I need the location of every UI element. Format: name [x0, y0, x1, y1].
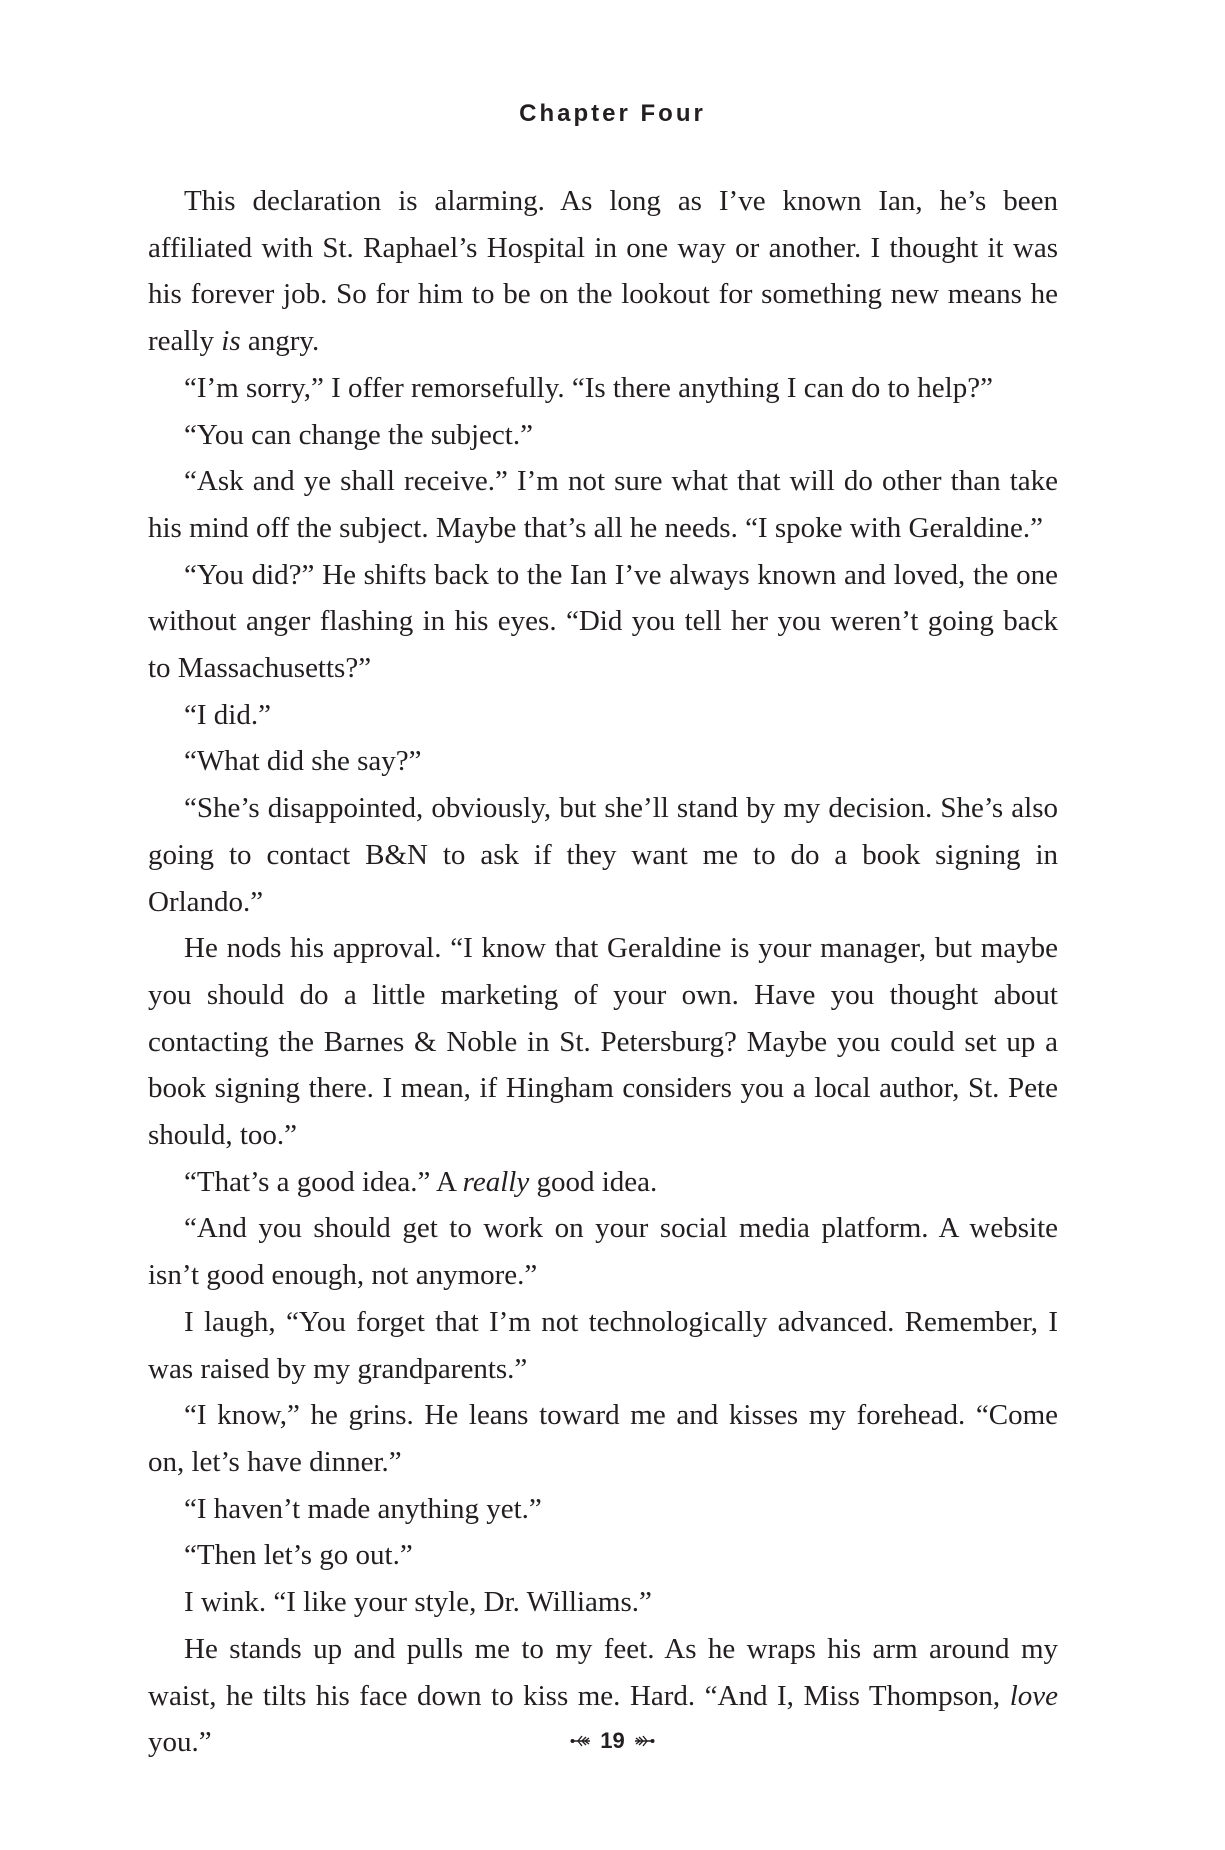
paragraph: I laugh, “You forget that I’m not technologically advanced. Remember, I was raised by my grandparents.” — [148, 1305, 1058, 1385]
paragraph: “I’m sorry,” I offer remorsefully. “Is there anything I can do to help?” — [184, 371, 993, 404]
running-head: Chapter Four — [519, 100, 706, 127]
text-run: He stands up and pulls me to my feet. As he wraps his arm around my waist, he tilts his face down to kiss me. Hard. “And I, Miss Thompson, — [148, 1632, 1058, 1712]
page-folio — [0, 1728, 1225, 1754]
italic-emphasis: is — [221, 325, 241, 358]
fleuron-right-icon — [633, 1734, 655, 1748]
paragraph: “What did she say?” — [184, 745, 422, 778]
text-run: good idea. — [529, 1165, 658, 1198]
paragraph: “I haven’t made anything yet.” — [184, 1492, 542, 1525]
text-run: “That’s a good idea.” A — [184, 1165, 463, 1198]
paragraph: “Then let’s go out.” — [184, 1539, 413, 1572]
paragraph: “Ask and ye shall receive.” I’m not sure what that will do other than take his mind off the subject. Maybe that’s all he needs. “I spoke with Geraldine.” — [148, 465, 1058, 544]
paragraph: “She’s disappointed, obviously, but she’ll stand by my decision. She’s also going to contact B&N to ask if they want me to do a book signing in Orlando.” — [148, 792, 1058, 918]
paragraph: “You can change the subject.” — [184, 418, 533, 451]
fleuron-left-icon — [570, 1734, 592, 1748]
paragraph — [148, 178, 1058, 365]
paragraph: “I know,” he grins. He leans toward me and kisses my forehead. “Come on, let’s have dinner.” — [148, 1399, 1058, 1478]
text-run: This declaration is alarming. As long as I’ve known Ian, he’s been affiliated with St. Raphael’s Hospital in one way or another. I thought it was his forever job. So for him to be on the lookout for something new means he really — [148, 185, 1058, 358]
body-text — [148, 178, 1058, 1766]
paragraph: “And you should get to work on your social media platform. A website isn’t good enough, not anymore.” — [148, 1212, 1058, 1292]
paragraph: “You did?” He shifts back to the Ian I’ve always known and loved, the one without anger flashing in his eyes. “Did you tell her you weren’t going back to Massachusetts?” — [148, 558, 1058, 685]
page-number: 19 — [600, 1728, 625, 1753]
paragraph: He nods his approval. “I know that Geraldine is your manager, but maybe you should do a little marketing of your own. Have you thought about contacting the Barnes & Noble in St. Petersburg? Maybe you could set up a book signing there. I mean, if Hingham considers you a local author, St. Pete should, too.” — [148, 932, 1058, 1152]
italic-emphasis: love — [1009, 1679, 1058, 1712]
paragraph: “I did.” — [184, 698, 271, 731]
text-run: angry. — [240, 325, 320, 358]
paragraph: I wink. “I like your style, Dr. Williams.” — [184, 1586, 652, 1619]
text-run: you.” — [148, 1726, 212, 1759]
italic-emphasis: really — [462, 1165, 530, 1198]
paragraph — [148, 1159, 1058, 1206]
